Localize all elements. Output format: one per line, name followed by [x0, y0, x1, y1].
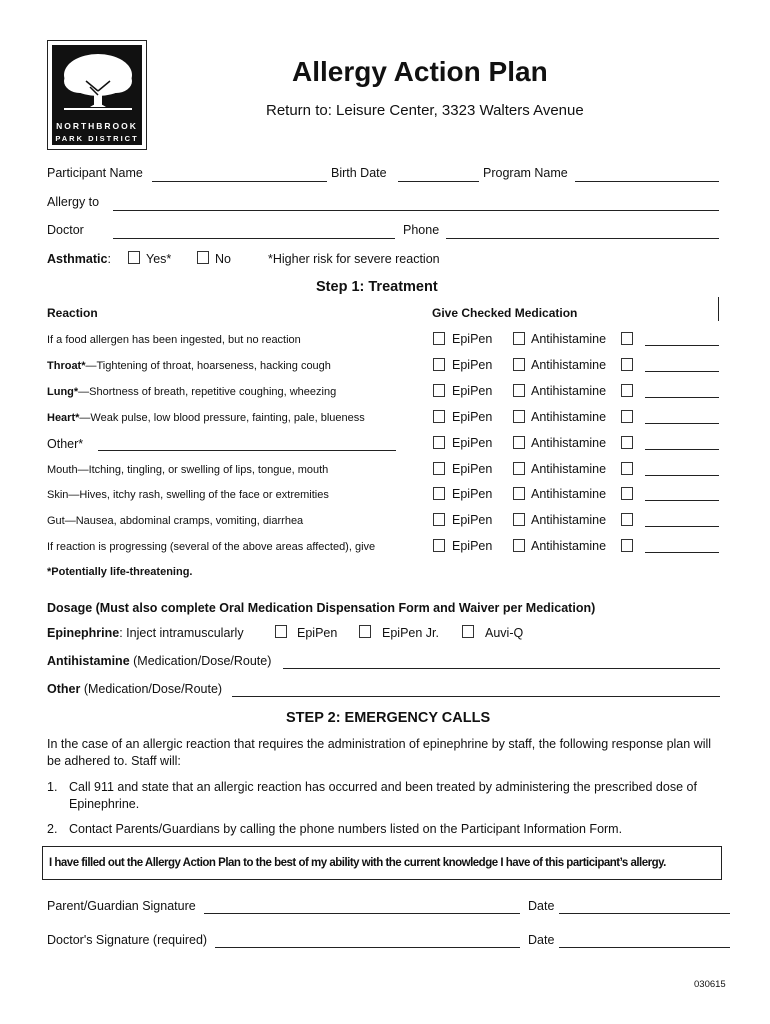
- antihistamine-label: Antihistamine: [531, 436, 607, 450]
- logo-background: [52, 45, 142, 145]
- asthmatic-yes-label: Yes*: [146, 252, 172, 266]
- other-medication-checkbox[interactable]: [621, 384, 633, 397]
- epipen-checkbox[interactable]: [433, 513, 445, 526]
- antihistamine-checkbox[interactable]: [513, 332, 525, 345]
- antihistamine-text: (Medication/Dose/Route): [129, 654, 272, 668]
- reaction-label: [47, 437, 83, 451]
- antihistamine-label: Antihistamine: [531, 539, 607, 553]
- epipen-label: EpiPen: [452, 410, 493, 424]
- other-medication-field[interactable]: [645, 345, 719, 346]
- other-medication-checkbox[interactable]: [621, 462, 633, 475]
- other-medication-field[interactable]: [645, 449, 719, 450]
- reaction-label: [47, 360, 331, 373]
- antihistamine-checkbox[interactable]: [513, 462, 525, 475]
- allergy-to-field[interactable]: [113, 210, 719, 211]
- other-medication-checkbox[interactable]: [621, 358, 633, 371]
- phone-field[interactable]: [446, 238, 719, 239]
- program-name-field[interactable]: [575, 181, 719, 182]
- antihistamine-label: Antihistamine: [531, 462, 607, 476]
- antihistamine-label: Antihistamine: [531, 358, 607, 372]
- reaction-bold: Heart*: [47, 412, 80, 424]
- birth-date-field[interactable]: [398, 181, 479, 182]
- epipen-checkbox[interactable]: [433, 462, 445, 475]
- antihistamine-label: Antihistamine: [531, 332, 607, 346]
- reaction-label: [47, 515, 303, 528]
- dose-epipen-checkbox[interactable]: [275, 625, 287, 638]
- epinephrine-label: [47, 626, 244, 640]
- dose-epipen-jr-checkbox[interactable]: [359, 625, 371, 638]
- other-medication-checkbox[interactable]: [621, 436, 633, 449]
- doctor-signature-label: Doctor's Signature (required): [47, 933, 208, 947]
- logo-line1: NORTHBROOK: [56, 121, 138, 131]
- step2-intro: In the case of an allergic reaction that requires the administration of epinephrine by staff, the following response plan will be adhered to. Staff will:: [47, 737, 712, 768]
- reaction-label: [47, 334, 301, 347]
- asthmatic-colon: :: [107, 252, 111, 266]
- program-name-label: Program Name: [483, 166, 568, 180]
- antihistamine-label: Antihistamine: [531, 410, 607, 424]
- dose-auvi-q-checkbox[interactable]: [462, 625, 474, 638]
- other-medication-checkbox[interactable]: [621, 410, 633, 423]
- certification-statement: I have filled out the Allergy Action Plan to the best of my ability with the current knowledge I have of this participant’s allergy.: [49, 857, 666, 869]
- reaction-text: —Weak pulse, low blood pressure, fainting, pale, blueness: [79, 412, 365, 424]
- other-text: (Medication/Dose/Route): [80, 682, 223, 696]
- step2-title: STEP 2: EMERGENCY CALLS: [286, 710, 491, 726]
- dose-epipen-label: EpiPen: [297, 626, 338, 640]
- epipen-checkbox[interactable]: [433, 539, 445, 552]
- other-medication-field[interactable]: [645, 552, 719, 553]
- reaction-bold: Throat*: [47, 360, 86, 372]
- epipen-checkbox[interactable]: [433, 436, 445, 449]
- antihistamine-label: Antihistamine: [531, 487, 607, 501]
- epipen-checkbox[interactable]: [433, 358, 445, 371]
- doctor-date-field[interactable]: [559, 947, 730, 948]
- antihistamine-dose-label: [47, 654, 271, 668]
- birth-date-label: Birth Date: [331, 166, 387, 180]
- allergy-to-label: Allergy to: [47, 195, 100, 209]
- epipen-checkbox[interactable]: [433, 332, 445, 345]
- other-medication-field[interactable]: [645, 500, 719, 501]
- reaction-label: [47, 541, 375, 554]
- antihistamine-checkbox[interactable]: [513, 384, 525, 397]
- parent-date-field[interactable]: [559, 913, 730, 914]
- epipen-label: EpiPen: [452, 462, 493, 476]
- tree-icon: [60, 51, 136, 113]
- antihistamine-label: Antihistamine: [531, 513, 607, 527]
- doctor-signature-field[interactable]: [215, 947, 520, 948]
- reaction-label: [47, 489, 329, 502]
- antihistamine-checkbox[interactable]: [513, 358, 525, 371]
- page-subtitle: Return to: Leisure Center, 3323 Walters Avenue: [266, 102, 584, 119]
- phone-label: Phone: [403, 223, 440, 237]
- other-medication-checkbox[interactable]: [621, 513, 633, 526]
- parent-signature-field[interactable]: [204, 913, 520, 914]
- asthmatic-no-checkbox[interactable]: [197, 251, 209, 264]
- step2-item1: Call 911 and state that an allergic reaction has occurred and been treated by administering the prescribed dose of Epinephrine.: [69, 780, 697, 811]
- antihistamine-checkbox[interactable]: [513, 436, 525, 449]
- other-medication-field[interactable]: [645, 475, 719, 476]
- other-medication-checkbox[interactable]: [621, 332, 633, 345]
- other-medication-field[interactable]: [645, 423, 719, 424]
- asthmatic-yes-checkbox[interactable]: [128, 251, 140, 264]
- other-reaction-field[interactable]: [98, 450, 396, 451]
- epipen-label: EpiPen: [452, 332, 493, 346]
- certification-box: [42, 846, 722, 880]
- dose-epipen-jr-label: EpiPen Jr.: [382, 626, 439, 640]
- other-dose-field[interactable]: [232, 696, 720, 697]
- step1-title: Step 1: Treatment: [316, 279, 438, 295]
- reaction-text: Skin—Hives, itchy rash, swelling of the face or extremities: [47, 489, 329, 501]
- doctor-field[interactable]: [113, 238, 395, 239]
- other-dose-label: [47, 682, 222, 696]
- other-medication-checkbox[interactable]: [621, 487, 633, 500]
- epipen-label: EpiPen: [452, 436, 493, 450]
- other-bold: Other: [47, 682, 81, 696]
- asthmatic-label-text: Asthmatic: [47, 252, 108, 266]
- asthmatic-no-label: No: [215, 252, 231, 266]
- reaction-label: [47, 464, 328, 477]
- reaction-label: [47, 412, 365, 425]
- risk-note: *Higher risk for severe reaction: [268, 252, 440, 266]
- epipen-checkbox[interactable]: [433, 410, 445, 423]
- epipen-checkbox[interactable]: [433, 487, 445, 500]
- antihistamine-checkbox[interactable]: [513, 487, 525, 500]
- epipen-label: EpiPen: [452, 384, 493, 398]
- asthmatic-label: [47, 252, 111, 266]
- step2-item2-number: 2.: [47, 822, 58, 836]
- doctor-label: Doctor: [47, 223, 84, 237]
- other-medication-field[interactable]: [645, 397, 719, 398]
- reaction-text: —Shortness of breath, repetitive coughing, wheezing: [78, 386, 337, 398]
- antihistamine-checkbox[interactable]: [513, 410, 525, 423]
- epipen-label: EpiPen: [452, 487, 493, 501]
- epinephrine-bold: Epinephrine: [47, 626, 120, 640]
- antihistamine-label: Antihistamine: [531, 384, 607, 398]
- reaction-text: If reaction is progressing (several of the above areas affected), give: [47, 541, 376, 553]
- step2-item2: Contact Parents/Guardians by calling the phone numbers listed on the Participant Information Form.: [69, 822, 623, 836]
- medication-header: Give Checked Medication: [432, 306, 578, 320]
- parent-date-label: Date: [528, 899, 555, 913]
- epipen-checkbox[interactable]: [433, 384, 445, 397]
- dosage-heading: Dosage (Must also complete Oral Medication Dispensation Form and Waiver per Medication): [47, 601, 596, 615]
- header-divider: [718, 297, 719, 321]
- antihistamine-dose-field[interactable]: [283, 668, 720, 669]
- other-medication-checkbox[interactable]: [621, 539, 633, 552]
- epinephrine-text: : Inject intramuscularly: [119, 626, 244, 640]
- reaction-text: If a food allergen has been ingested, but no reaction: [47, 334, 301, 346]
- reaction-text: Mouth—Itching, tingling, or swelling of lips, tongue, mouth: [47, 464, 329, 476]
- epipen-label: EpiPen: [452, 358, 493, 372]
- parent-signature-label: Parent/Guardian Signature: [47, 899, 196, 913]
- form-code: 030615: [694, 979, 726, 990]
- participant-name-label: Participant Name: [47, 166, 143, 180]
- life-threatening-footnote: *Potentially life-threatening.: [47, 566, 193, 578]
- northbrook-logo: [47, 40, 147, 150]
- antihistamine-checkbox[interactable]: [513, 513, 525, 526]
- epipen-label: EpiPen: [452, 539, 493, 553]
- logo-line2: PARK DISTRICT: [55, 134, 139, 143]
- doctor-date-label: Date: [528, 933, 555, 947]
- antihistamine-checkbox[interactable]: [513, 539, 525, 552]
- participant-name-field[interactable]: [152, 181, 327, 182]
- reaction-label: [47, 386, 336, 399]
- antihistamine-bold: Antihistamine: [47, 654, 130, 668]
- page-title: Allergy Action Plan: [292, 56, 548, 87]
- dose-auvi-q-label: Auvi-Q: [485, 626, 524, 640]
- reaction-text: —Tightening of throat, hoarseness, hacking cough: [85, 360, 331, 372]
- reaction-bold: Lung*: [47, 386, 79, 398]
- step2-item1-number: 1.: [47, 780, 58, 794]
- other-medication-field[interactable]: [645, 526, 719, 527]
- reaction-header: Reaction: [47, 306, 98, 320]
- reaction-text: Other*: [47, 437, 84, 451]
- reaction-text: Gut—Nausea, abdominal cramps, vomiting, diarrhea: [47, 515, 304, 527]
- other-medication-field[interactable]: [645, 371, 719, 372]
- epipen-label: EpiPen: [452, 513, 493, 527]
